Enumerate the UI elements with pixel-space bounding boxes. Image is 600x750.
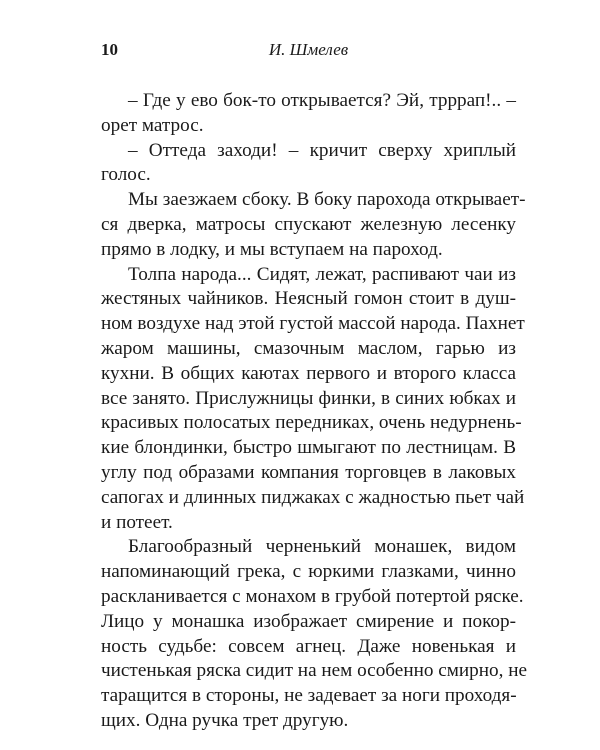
page-number: 10 bbox=[101, 40, 118, 59]
text-line: орет матрос. bbox=[101, 114, 204, 136]
text-line: раскланивается с монахом в грубой потертой ряске. bbox=[101, 585, 524, 607]
text-line: сапогах и длинных пиджаках с жадностью пьет чай bbox=[101, 486, 525, 508]
text-line: – Оттеда заходи! – кричит сверху хриплый bbox=[128, 139, 516, 161]
text-line: Толпа народа... Сидят, лежат, распивают чаи из bbox=[128, 263, 516, 285]
text-line: красивых полосатых передниках, очень недурнень- bbox=[101, 412, 522, 434]
body-text bbox=[101, 89, 528, 734]
text-line: Лицо у монашка изображает смирение и покор- bbox=[101, 610, 516, 632]
text-line: углу под образами компания торговцев в лаковых bbox=[101, 461, 516, 483]
text-line: жестяных чайников. Неясный гомон стоит в душ- bbox=[101, 288, 516, 310]
text-line: таращится в стороны, не задевает за ноги проходя- bbox=[101, 685, 517, 707]
text-line: – Где у ево бок-то открывается? Эй, трррап!.. – bbox=[128, 90, 516, 111]
text-line: ся дверка, матросы спускают железную лесенку bbox=[101, 213, 516, 235]
text-line: щих. Одна ручка трет другую. bbox=[101, 709, 349, 731]
text-line: голос. bbox=[101, 164, 151, 186]
text-line: Благообразный черненький монашек, видом bbox=[128, 536, 516, 558]
text-line: чистенькая ряска сидит на нем особенно смирно, не bbox=[101, 660, 528, 682]
text-line: ность судьбе: совсем агнец. Даже новенькая и bbox=[101, 635, 516, 657]
text-line: ном воздухе над этой густой массой народа. Пахнет bbox=[101, 313, 525, 335]
text-line: все занято. Прислужницы финки, в синих юбках и bbox=[101, 387, 516, 409]
text-line: кухни. В общих каютах первого и второго класса bbox=[101, 362, 516, 384]
text-line: напоминающий грека, с юркими глазками, чинно bbox=[101, 561, 516, 583]
text-line: Мы заезжаем сбоку. В боку парохода открывает- bbox=[128, 189, 526, 211]
running-head: И. Шмелев bbox=[268, 40, 349, 59]
text-line: жаром машины, смазочным маслом, гарью из bbox=[101, 337, 516, 359]
text-line: и потеет. bbox=[101, 511, 173, 533]
text-line: кие блондинки, быстро шмыгают по лестницам. В bbox=[101, 437, 516, 459]
page-header bbox=[101, 40, 516, 70]
text-line: прямо в лодку, и мы вступаем на пароход. bbox=[101, 238, 443, 260]
